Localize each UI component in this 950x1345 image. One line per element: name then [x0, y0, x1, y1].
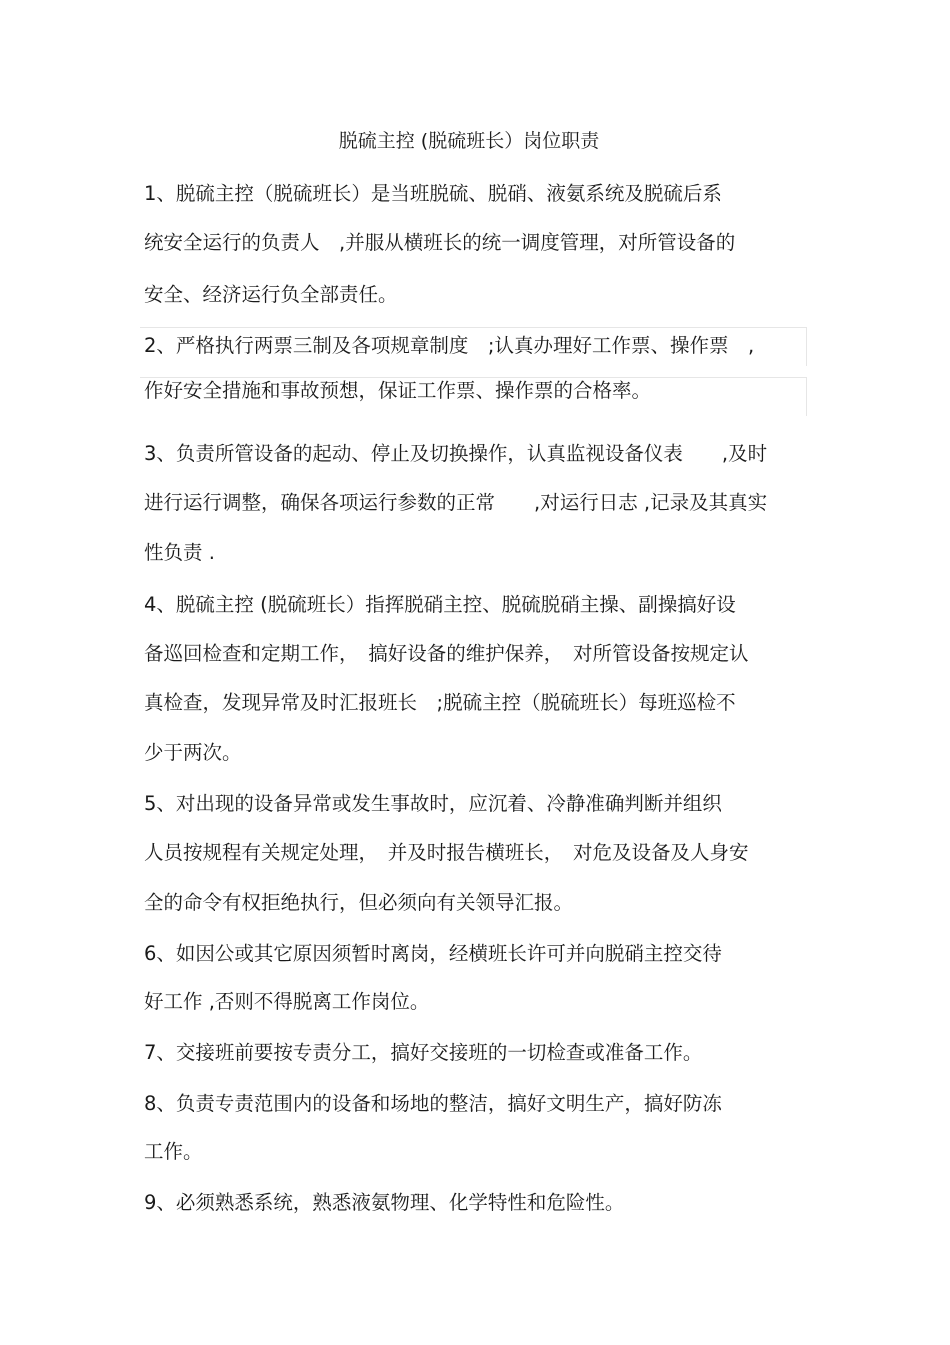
paragraph-8-line-1: 8、负责专责范围内的设备和场地的整洁，搞好文明生产，搞好防冻: [144, 1092, 722, 1115]
paragraph-4-line-1: 4、脱硫主控 (脱硫班长）指挥脱硝主控、脱硫脱硝主操、副操搞好设: [144, 593, 736, 616]
paragraph-1-line-3: 安全、经济运行负全部责任。: [144, 283, 398, 306]
paragraph-3-line-2: 进行运行调整，确保各项运行参数的正常 ,对运行日志 ,记录及其真实: [144, 491, 768, 514]
paragraph-2-line-1: 2、严格执行两票三制及各项规章制度 ;认真办理好工作票、操作票 ,: [144, 334, 755, 357]
page-title: 脱硫主控 (脱硫班长）岗位职责: [338, 130, 600, 152]
paragraph-2-line-2: 作好安全措施和事故预想，保证工作票、操作票的合格率。: [144, 379, 652, 402]
paragraph-4-line-4: 少于两次。: [144, 741, 242, 764]
paragraph-4-line-3: 真检查，发现异常及时汇报班长 ;脱硫主控（脱硫班长）每班巡检不: [144, 691, 736, 714]
paragraph-4-line-2: 备巡回检查和定期工作， 搞好设备的维护保养， 对所管设备按规定认: [144, 642, 749, 665]
paragraph-5-line-3: 全的命令有权拒绝执行，但必须向有关领导汇报。: [144, 891, 574, 914]
paragraph-1-line-2: 统安全运行的负责人 ,并服从横班长的统一调度管理，对所管设备的: [144, 231, 736, 254]
paragraph-3-line-1: 3、负责所管设备的起动、停止及切换操作，认真监视设备仪表 ,及时: [144, 442, 768, 465]
paragraph-3-line-3: 性负责 .: [144, 541, 215, 564]
paragraph-9-line-1: 9、必须熟悉系统，熟悉液氨物理、化学特性和危险性。: [144, 1191, 625, 1214]
paragraph-7-line-1: 7、交接班前要按专责分工，搞好交接班的一切检查或准备工作。: [144, 1041, 703, 1064]
paragraph-6-line-1: 6、如因公或其它原因须暂时离岗，经横班长许可并向脱硝主控交待: [144, 942, 722, 965]
paragraph-6-line-2: 好工作 ,否则不得脱离工作岗位。: [144, 990, 430, 1013]
paragraph-8-line-2: 工作。: [144, 1140, 203, 1163]
paragraph-5-line-1: 5、对出现的设备异常或发生事故时，应沉着、冷静准确判断并组织: [144, 792, 722, 815]
paragraph-5-line-2: 人员按规程有关规定处理， 并及时报告横班长， 对危及设备及人身安: [144, 841, 749, 864]
paragraph-1-line-1: 1、脱硫主控（脱硫班长）是当班脱硫、脱硝、液氨系统及脱硫后系: [144, 182, 722, 205]
